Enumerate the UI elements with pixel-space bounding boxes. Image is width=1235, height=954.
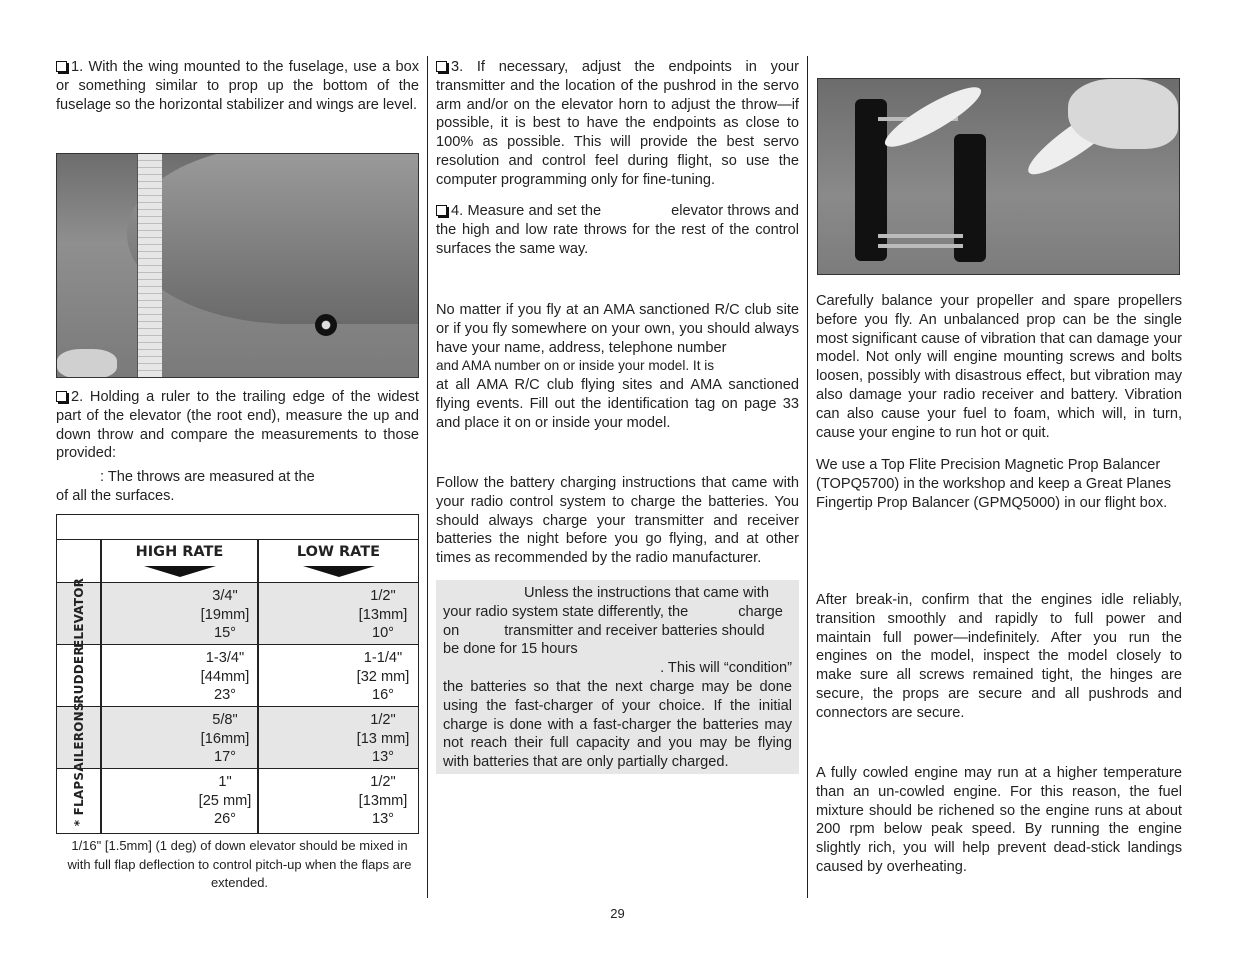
row-label: RUDDER [72, 646, 86, 704]
low-rate-value: 1-1/4" [32 mm] 16° [356, 650, 410, 703]
header-low-rate: LOW RATE [259, 540, 418, 582]
throw-note: : The throws are measured at the of all the surfaces. [56, 469, 315, 504]
table-title-row [57, 515, 418, 540]
high-rate-value: 1-3/4" [44mm] 23° [200, 650, 250, 703]
checkbox-icon[interactable] [56, 391, 67, 402]
engine-breakin-section: After break-in, confirm that the engines idle reliably, transition smoothly and rapidly to full power and maintain full power—indefinitely. After you run the engines on the model, inspect the model closely to make sure all screws remained tight, the hinges are secure, the props are secure and all pushrods and connectors are secure. [816, 592, 1182, 721]
column-divider [807, 56, 808, 898]
table-row [57, 645, 418, 707]
checkbox-icon[interactable] [436, 205, 447, 216]
ama-id-section: No matter if you fly at an AMA sanctioned R/C club site or if you fly somewhere on your own, you should always have your name, address, telephone number and AMA number on or inside your model. It is at all AMA R/C club flying sites and AMA sanctioned flying events. Fill out the identification tag on page 33 and place it on or inside your model. [436, 302, 799, 431]
wing-throw-photo [56, 153, 419, 378]
row-label: ELEVATOR [72, 577, 86, 649]
step-2: 2. Holding a ruler to the trailing edge of the widest part of the elevator (the root end), measure the up and down throw and compare the measurements to those provided: [56, 389, 419, 462]
row-label: AILERONS [72, 702, 86, 772]
step-1: 1. With the wing mounted to the fuselage, use a box or something similar to prop up the bottom of the fuselage so the horizontal stabilizer and wings are level. [56, 59, 419, 113]
column-divider [427, 56, 428, 898]
table-header-row [57, 540, 418, 583]
prop-balancer-products: We use a Top Flite Precision Magnetic Prop Balancer (TOPQ5700) in the workshop and keep a Great Planes Fingertip Prop Balancer (GPMQ5000) in our flight box. [816, 457, 1172, 511]
down-arrow-icon [303, 566, 375, 577]
high-rate-value: 3/4" [19mm] 15° [200, 588, 250, 641]
low-rate-value: 1/2" [13mm] 10° [358, 588, 408, 641]
checkbox-icon[interactable] [56, 61, 67, 72]
battery-note-box: Unless the instructions that came with your radio system state differently, the charge on transmitter and receiver batteries should be done for 15 hours . This will “condition” the batteries so that the next charge may be done using the fast-charger of your choice. If the initial charge is done with a fast-charger the batteries may not reach their full capacity and you may be flying with batteries that are only partially charged. [436, 580, 799, 774]
ruler-image [137, 154, 162, 378]
row-label: * FLAPS [72, 771, 86, 827]
high-rate-value: 1" [25 mm] 26° [198, 774, 252, 827]
down-arrow-icon [144, 566, 216, 577]
table-row [57, 702, 418, 772]
step-4: 4. Measure and set the elevator throws and the high and low rate throws for the rest of the control surfaces the same way. [436, 203, 799, 257]
step-3: 3. If necessary, adjust the endpoints in your transmitter and the location of the pushrod in the servo arm and/or on the elevator horn to adjust the throw—if possible, it is best to have the endpoints as close to 100% as possible. This will provide the best servo resolution and control feel during flight, so use the computer programming only for fine-tuning. [436, 59, 799, 188]
table-row [57, 769, 418, 830]
prop-balance-section: Carefully balance your propeller and spare propellers before you fly. An unbalanced prop can be the single most significant cause of vibration that can damage your model. Not only will engine mounting screws and bolts loosen, possibly with disastrous effect, but vibration may also damage your radio receiver and battery. Vibration can also cause your fuel to foam, which will, in turn, cause your engine to run hot or quit. [816, 293, 1182, 441]
high-rate-value: 5/8" [16mm] 17° [200, 712, 250, 765]
prop-balancer-photo [817, 78, 1180, 275]
battery-charging-section: Follow the battery charging instructions that came with your radio control system to charge the batteries. You should always charge your transmitter and receiver batteries the night before you go flying, and at other times as recommended by the radio manufacturer. [436, 475, 799, 567]
low-rate-value: 1/2" [13 mm] 13° [356, 712, 410, 765]
cowled-engine-section: A fully cowled engine may run at a higher temperature than an un-cowled engine. For this reason, the fuel mixture should be richened so the engine runs at about 200 rpm below peak speed. By running the engine slightly rich, you will help prevent dead-stick landings caused by overheating. [816, 765, 1182, 875]
table-row [57, 577, 418, 649]
page-number: 29 [610, 906, 625, 921]
control-throws-table [56, 514, 419, 834]
table-footnote: 1/16" [1.5mm] (1 deg) of down elevator should be mixed in with full flap deflection to control pitch-up when the flaps are extended. [67, 838, 412, 890]
checkbox-icon[interactable] [436, 61, 447, 72]
low-rate-value: 1/2" [13mm] 13° [358, 774, 408, 827]
header-high-rate: HIGH RATE [101, 540, 258, 582]
